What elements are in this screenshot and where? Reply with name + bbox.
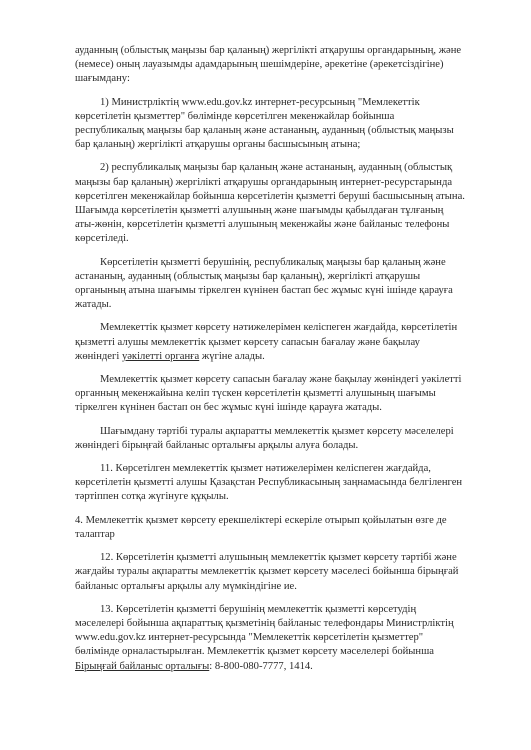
paragraph-p6 [75,425,465,453]
paragraph-text: 2) республикалық маңызы бар қаланың және астананың, ауданның (облыстық маңызы бар қаланың) жергілікті атқарушы органдарының интернет-ресурстарында көрсетілген мекенжайлар бойынша көрсетілетін қызметті беруші басшысының атына. Шағымда көрсетілетін қызметті алушының және шағымды қабылдаған тұлғаның аты-жөнін, көрсетілетін қызметті алушының мекенжайы және байланыс телефоны көрсетіледі. [75,162,465,245]
paragraph-p4 [75,321,465,364]
paragraph-p7 [75,462,465,505]
paragraph-text: 13. Көрсетілетін қызметті берушінің мемлекеттік қызметті көрсетудің мәселелері бойынша ақпараттық қызметінің байланыс телефондары Министрліктің www.edu.gov.kz интернет-ресурсында "Мемлекеттік көрсетілетін қызметтер" бөлімінде орналастырылған. Мемлекеттік қызмет көрсету мәселелері бойынша [75,603,454,658]
paragraph-text: 1) Министрліктің www.edu.gov.kz интернет-ресурсының "Мемлекеттік көрсетілетін қызметтер" бөлімінде көрсетілген мекенжайлар бойынша республикалық маңызы бар қаланың және астананың, ауданның (облыстық маңызы бар қаланың) жергілікті атқарушы органы басшысының атына; [75,96,454,151]
paragraph-p2 [75,161,465,246]
paragraph-p1 [75,96,465,153]
paragraph-p3 [75,256,465,313]
paragraph-p10 [75,603,465,674]
paragraph-p5 [75,373,465,416]
paragraph-text: Мемлекеттік қызмет көрсету нәтижелерімен келіспеген жағдайда, көрсетілетін қызметті алушы мемлекеттік қызмет көрсету сапасын бағалау және бақылау жөніндегі [75,322,458,362]
paragraph-text: 12. Көрсетілетін қызметті алушының мемлекеттік қызмет көрсету тәртібі және жағдайы туралы ақпаратты мемлекеттік қызмет көрсету мәселесі бойынша бірыңғай байланыс орталығы арқылы алу мүмкіндігіне ие. [75,552,459,592]
paragraph-text: Мемлекеттік қызмет көрсету сапасын бағалау және бақылау жөніндегі уәкілетті органның мекенжайына келіп түскен көрсетілетін қызметті алушының шағымы тіркелген күнінен бастап он бес жұмыс күні ішінде қарауға жатады. [75,374,462,414]
paragraph-text: жүгіне алады. [199,350,265,362]
document-body [75,44,465,674]
paragraph-p9 [75,551,465,594]
paragraph-text: Шағымдану тәртібі туралы ақпаратты мемлекеттік қызмет көрсету мәселелері жөніндегі бірыңғай байланыс орталығы арқылы алуға болады. [75,425,454,451]
paragraph-p8 [75,514,465,542]
paragraph-text: Көрсетілетін қызметті берушінің, республикалық маңызы бар қаланың және астананың, ауданның (облыстық маңызы бар қаланың), жергілікті атқарушы органының атына шағымы тіркелген күнінен бастап бес жұмыс күні ішінде қарауға жатады. [75,256,453,311]
underlined-link-text[interactable]: уәкілетті органға [121,350,200,362]
paragraph-text: ауданның (облыстық маңызы бар қаланың) жергілікті атқарушы органдарының, және (немесе) оның лауазымды адамдарының шешімдеріне, әрекетіне (әрекетсіздігіне) шағымдану: [75,45,462,85]
paragraph-p0 [75,44,465,87]
paragraph-text: 11. Көрсетілген мемлекеттік қызмет нәтижелерімен келіспеген жағдайда, көрсетілетін қызметті алушы Қазақстан Республикасының заңнамасында белгіленген тәртіппен сотқа жүгінуге құқылы. [75,463,463,503]
underlined-link-text[interactable]: Бірыңғай байланыс орталығы [75,660,210,672]
paragraph-text: 4. Мемлекеттік қызмет көрсету ерекшеліктері ескеріле отырып қойылатын өзге де талаптар [75,514,447,540]
paragraph-text: : 8-800-080-7777, 1414. [209,660,313,672]
